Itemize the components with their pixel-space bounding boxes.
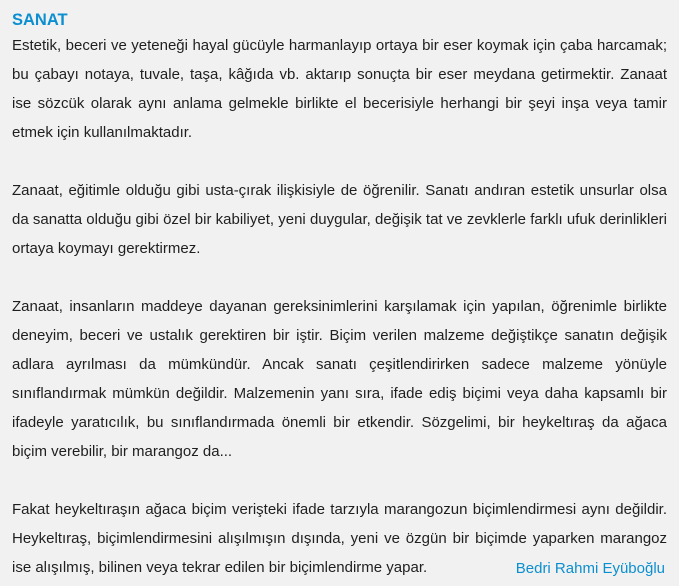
paragraph-2: Zanaat, eğitimle olduğu gibi usta-çırak ilişkisiyle de öğrenilir. Sanatı andıran estetik unsurlar olsa da sanatta olduğu gibi özel bir kabiliyet, yeni duygular, değişik tat ve zevklerle farklı ufuk derinlikleri ortaya koymayı gerektirmez. xyxy=(12,182,667,257)
author-signature: Bedri Rahmi Eyüboğlu xyxy=(515,560,665,577)
paragraph-1: Estetik, beceri ve yeteneği hayal gücüyle harmanlayıp ortaya bir eser koymak için çaba harcamak; bu çabayı notaya, tuvale, taşa, kâğıda vb. aktarıp sonuçta bir eser meydana getirmektir. Zanaat ise sözcük olarak aynı anlama gelmekle birlikte el becerisiyle herhangi bir şeyi inşa veya tamir etmek için kullanılmaktadır. xyxy=(12,37,667,141)
document-title: SANAT xyxy=(12,11,68,29)
paragraph-gap xyxy=(12,466,667,495)
paragraph-gap xyxy=(12,147,667,176)
paragraph-3: Zanaat, insanların maddeye dayanan gereksinimlerini karşılamak için yapılan, öğrenimle birlikte deneyim, beceri ve ustalık gerektiren bir iştir. Biçim verilen malzeme değiştikçe sanatın değişik adlara ayrılması da mümkündür. Ancak sanatı çeşitlendirirken sadece malzeme yönüyle sınıflandırmak mümkün değildir. Malzemenin yanı sıra, ifade ediş biçimi veya daha kapsamlı bir ifadeyle yaratıcılık, bu sınıflandırmada önemli bir etkendir. Sözgelimi, bir heykeltıraş da ağaca biçim verebilir, bir marangoz da... xyxy=(12,298,667,460)
paragraph-4: Fakat heykeltıraşın ağaca biçim verişteki ifade tarzıyla marangozun biçimlendirmesi aynı değildir. Heykeltıraş, biçimlendirmesini alışılmışın dışında, yeni ve özgün bir biçimde yaparken marangoz ise alışılmış, bilinen veya tekrar edilen bir biçimlendirme yapar. xyxy=(12,501,667,576)
paragraph-gap xyxy=(12,263,667,292)
